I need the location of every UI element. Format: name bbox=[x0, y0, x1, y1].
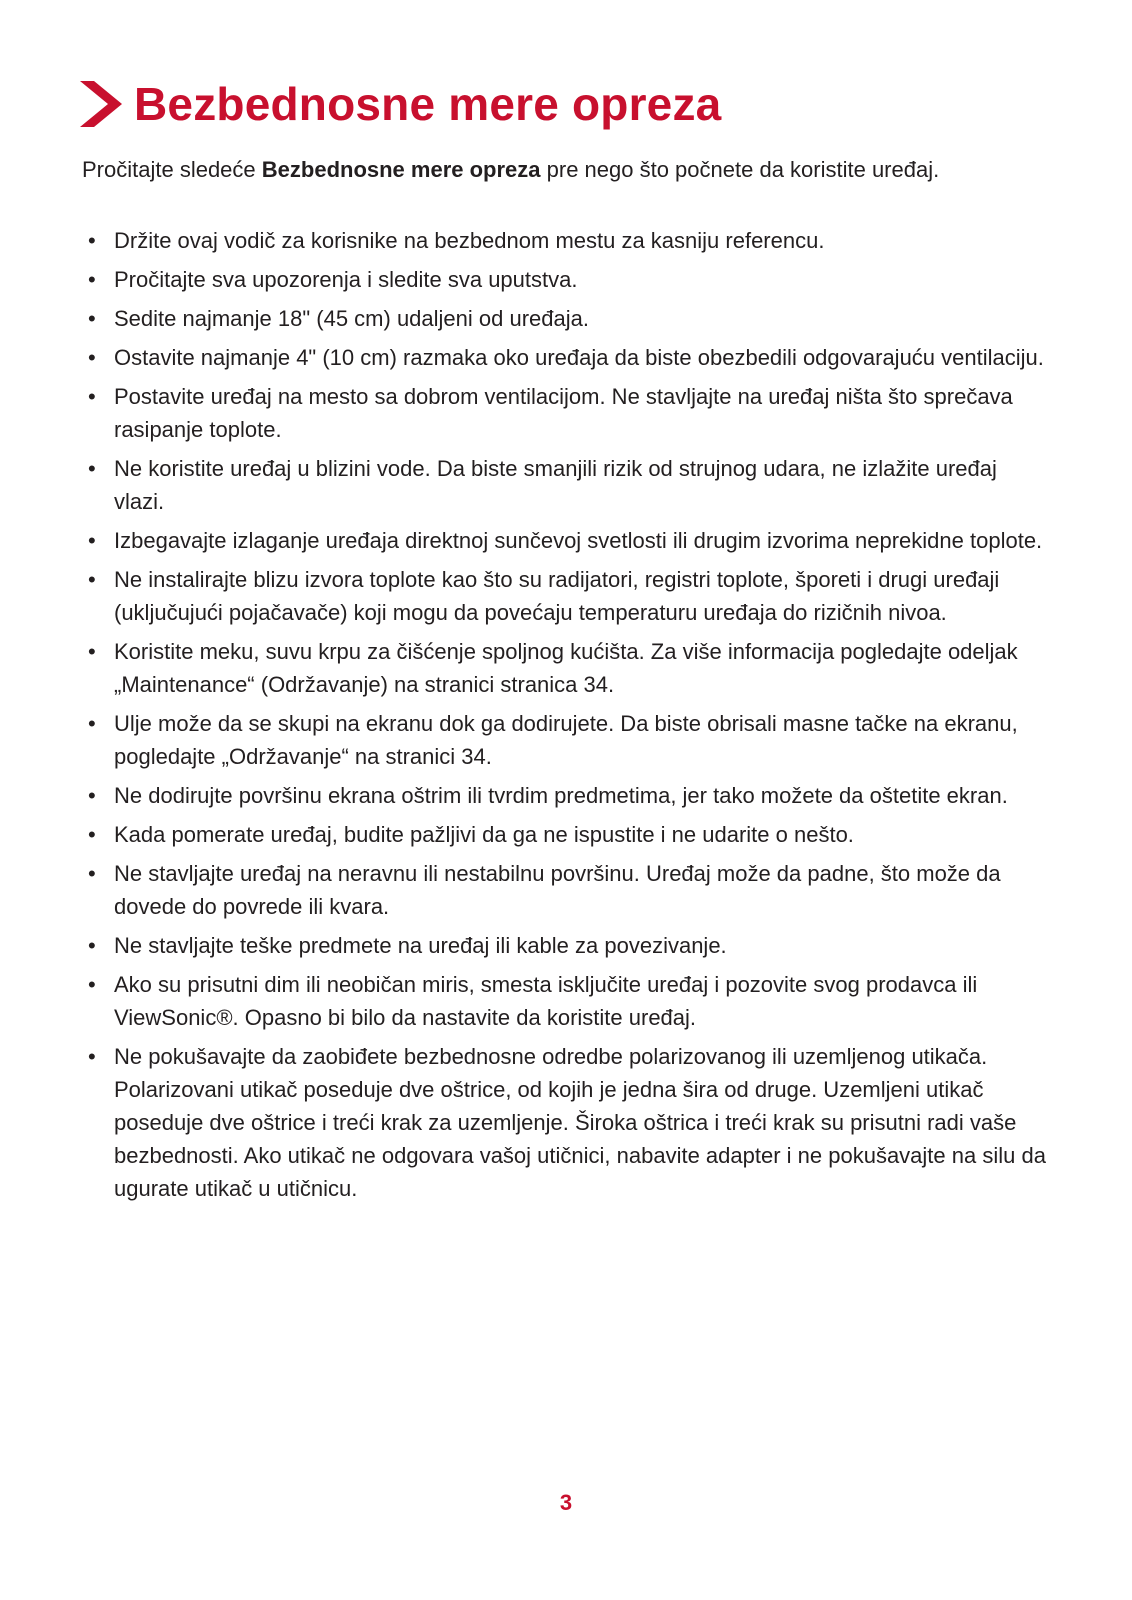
bullet-icon: • bbox=[88, 567, 96, 592]
list-item bbox=[82, 224, 1052, 257]
bullet-icon: • bbox=[88, 972, 96, 997]
section-heading bbox=[80, 76, 721, 132]
list-item-text: Ako su prisutni dim ili neobičan miris, smesta isključite uređaj i pozovite svog prodavca ili ViewSonic®. Opasno bi bilo da nastavite da koristite uređaj. bbox=[114, 972, 978, 1030]
list-item-text: Ne dodirujte površinu ekrana oštrim ili tvrdim predmetima, jer tako možete da oštetite ekran. bbox=[114, 783, 1008, 808]
list-item-text: Ne instalirajte blizu izvora toplote kao što su radijatori, registri toplote, šporeti i drugi uređaji (uključujući pojačavače) koji mogu da povećaju temperaturu uređaja do rizičnih nivoa. bbox=[114, 567, 1000, 625]
bullet-icon: • bbox=[88, 456, 96, 481]
list-item-text: Postavite uređaj na mesto sa dobrom ventilacijom. Ne stavljajte na uređaj ništa što sprečava rasipanje toplote. bbox=[114, 384, 1013, 442]
intro-text-bold: Bezbednosne mere opreza bbox=[261, 157, 541, 182]
bullet-icon: • bbox=[88, 639, 96, 664]
page-number: 3 bbox=[559, 1490, 573, 1515]
intro-paragraph bbox=[82, 153, 1042, 186]
bullet-icon: • bbox=[88, 822, 96, 847]
bullet-icon: • bbox=[88, 228, 96, 253]
list-item bbox=[82, 563, 1052, 629]
bullet-icon: • bbox=[88, 528, 96, 553]
list-item bbox=[82, 380, 1052, 446]
intro-text-after: pre nego što počnete da koristite uređaj. bbox=[540, 157, 940, 182]
list-item bbox=[82, 341, 1052, 374]
list-item bbox=[82, 302, 1052, 335]
list-item bbox=[82, 968, 1052, 1034]
list-item bbox=[82, 452, 1052, 518]
list-item-text: Kada pomerate uređaj, budite pažljivi da ga ne ispustite i ne udarite o nešto. bbox=[114, 822, 854, 847]
list-item-text: Ne stavljajte uređaj na neravnu ili nestabilnu površinu. Uređaj može da padne, što može da dovede do povrede ili kvara. bbox=[114, 861, 1001, 919]
bullet-icon: • bbox=[88, 306, 96, 331]
bullet-icon: • bbox=[88, 267, 96, 292]
list-item-text: Izbegavajte izlaganje uređaja direktnoj sunčevoj svetlosti ili drugim izvorima neprekidne toplote. bbox=[114, 528, 1043, 553]
bullet-icon: • bbox=[88, 384, 96, 409]
list-item-text: Ostavite najmanje 4" (10 cm) razmaka oko uređaja da biste obezbedili odgovarajuću ventilaciju. bbox=[114, 345, 1044, 370]
bullet-icon: • bbox=[88, 1044, 96, 1069]
list-item-text: Držite ovaj vodič za korisnike na bezbednom mestu za kasniju referencu. bbox=[114, 228, 825, 253]
list-item-text: Ne pokušavajte da zaobiđete bezbednosne odredbe polarizovanog ili uzemljenog utikača. Polarizovani utikač poseduje dve oštrice, od kojih je jedna šira od druge. Uzemljeni utikač poseduje dve oštrice i treći krak za uzemljenje. Široka oštrica i treći krak su prisutni radi vaše bezbednosti. Ako utikač ne odgovara vašoj utičnici, nabavite adapter i ne pokušavajte na silu da ugurate utikač u utičnicu. bbox=[114, 1044, 1046, 1201]
list-item bbox=[82, 524, 1052, 557]
list-item bbox=[82, 707, 1052, 773]
list-item bbox=[82, 263, 1052, 296]
bullet-icon: • bbox=[88, 345, 96, 370]
list-item-text: Ulje može da se skupi na ekranu dok ga dodirujete. Da biste obrisali masne tačke na ekranu, pogledajte „Održavanje“ na stranici 34. bbox=[114, 711, 1018, 769]
bullet-icon: • bbox=[88, 783, 96, 808]
chevron-right-icon bbox=[80, 81, 122, 127]
list-item bbox=[82, 635, 1052, 701]
list-item bbox=[82, 818, 1052, 851]
list-item-text: Sedite najmanje 18" (45 cm) udaljeni od uređaja. bbox=[114, 306, 589, 331]
intro-text-before: Pročitajte sledeće bbox=[82, 157, 262, 182]
bullet-icon: • bbox=[88, 711, 96, 736]
list-item-text: Ne koristite uređaj u blizini vode. Da biste smanjili rizik od strujnog udara, ne izlažite uređaj vlazi. bbox=[114, 456, 997, 514]
bullet-icon: • bbox=[88, 861, 96, 886]
list-item bbox=[82, 857, 1052, 923]
page-title: Bezbednosne mere opreza bbox=[134, 78, 722, 130]
safety-precautions-list bbox=[82, 224, 1052, 1211]
list-item bbox=[82, 929, 1052, 962]
list-item-text: Pročitajte sva upozorenja i sledite sva uputstva. bbox=[114, 267, 578, 292]
list-item bbox=[82, 1040, 1052, 1205]
list-item bbox=[82, 779, 1052, 812]
list-item-text: Ne stavljajte teške predmete na uređaj ili kable za povezivanje. bbox=[114, 933, 727, 958]
list-item-text: Koristite meku, suvu krpu za čišćenje spoljnog kućišta. Za više informacija pogledajte odeljak „Maintenance“ (Održavanje) na stranici stranica 34. bbox=[114, 639, 1018, 697]
bullet-icon: • bbox=[88, 933, 96, 958]
